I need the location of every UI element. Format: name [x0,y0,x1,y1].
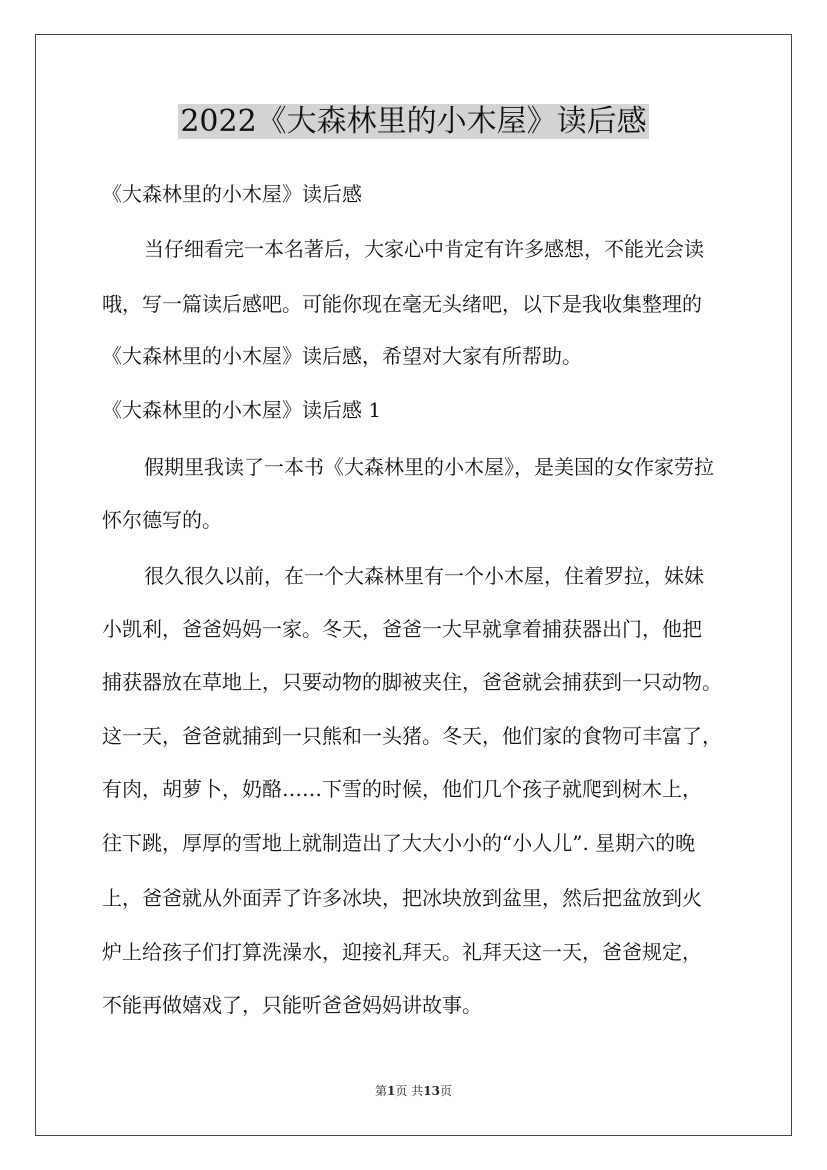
intro-line-3: 《大森林里的小木屋》读后感，希望对大家有所帮助。 [102,344,582,368]
para1-line-2: 怀尔德写的。 [102,508,222,532]
footer-page-suffix: 页 [439,1084,452,1098]
document-title-text: 2022《大森林里的小木屋》读后感 [180,104,647,139]
para2-line-5: 有肉，胡萝卜，奶酪……下雪的时候，他们几个孩子就爬到树木上， [102,777,702,801]
document-title [0,100,827,144]
intro-line-2: 哦，写一篇读后感吧。可能你现在毫无头绪吧，以下是我收集整理的 [102,292,702,316]
para2-line-6: 往下跳，厚厚的雪地上就制造出了大大小小的“小人儿”. 星期六的晚 [102,831,696,855]
intro-line-1: 当仔细看完一本名著后，大家心中肯定有许多感想，不能光会读 [144,237,704,261]
para2-line-8: 炉上给孩子们打算洗澡水，迎接礼拜天。礼拜天这一天，爸爸规定， [102,940,702,964]
footer-page-total: 13 [423,1084,440,1098]
para2-line-1: 很久很久以前，在一个大森林里有一个小木屋，住着罗拉，妹妹 [144,564,704,588]
para2-line-4: 这一天，爸爸就捕到一只熊和一头猪。冬天，他们家的食物可丰富了， [102,724,722,748]
para2-line-7: 上，爸爸就从外面弄了许多冰块，把冰块放到盆里，然后把盆放到火 [102,886,702,910]
page-footer [0,1083,827,1099]
para2-line-2: 小凯利，爸爸妈妈一家。冬天，爸爸一大早就拿着捕获器出门，他把 [102,617,702,641]
para2-line-9: 不能再做嬉戏了，只能听爸爸妈妈讲故事。 [102,993,482,1017]
footer-page-current: 1 [387,1084,396,1098]
footer-page-prefix: 第 [375,1084,388,1098]
article-heading: 《大森林里的小木屋》读后感 [102,182,362,206]
footer-page-middle: 页 共 [395,1084,424,1098]
section-heading: 《大森林里的小木屋》读后感 1 [102,398,382,422]
para2-line-3: 捕获器放在草地上，只要动物的脚被夹住，爸爸就会捕获到一只动物。 [102,670,722,694]
para1-line-1: 假期里我读了一本书《大森林里的小木屋》，是美国的女作家劳拉 [144,455,714,479]
